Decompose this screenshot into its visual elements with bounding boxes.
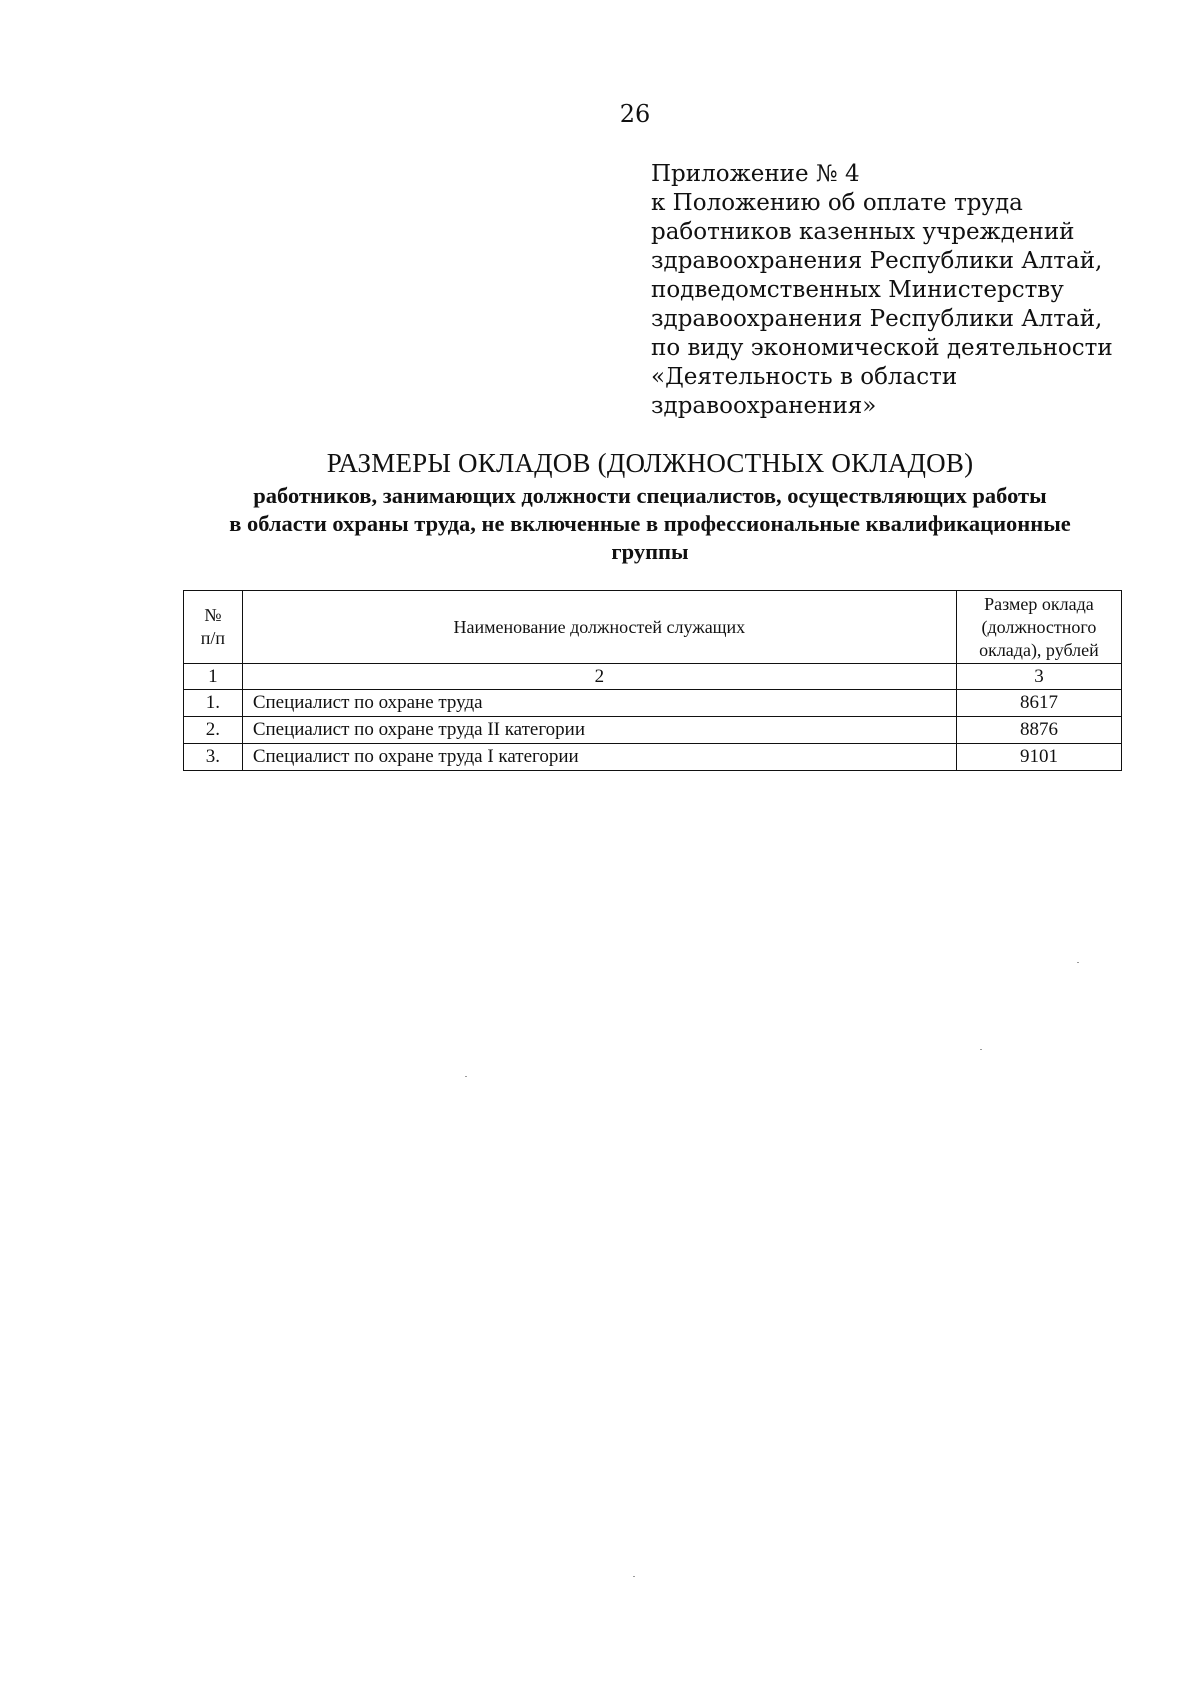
row-number: 2. [184, 717, 243, 744]
row-salary: 8876 [956, 717, 1121, 744]
scan-speck [633, 1576, 635, 1577]
header-number [184, 591, 243, 664]
appendix-line: к Положению об оплате труда [651, 190, 1023, 216]
table-header-row [184, 591, 1122, 664]
appendix-line: работников казенных учреждений [651, 219, 1075, 245]
scan-speck [465, 1076, 467, 1077]
subtitle-line: в области охраны труда, не включенные в профессиональные квалификационные [229, 511, 1071, 536]
row-number: 3. [184, 744, 243, 771]
row-position-name: Специалист по охране труда II категории [242, 717, 956, 744]
scan-speck [1077, 962, 1079, 963]
header-position-name: Наименование должностей служащих [242, 591, 956, 664]
header-size-line: Размер оклада [984, 593, 1094, 614]
header-number-line: п/п [200, 628, 226, 648]
column-index: 3 [956, 664, 1121, 690]
subtitle-line: группы [611, 539, 689, 564]
header-size-line: оклада), рублей [979, 639, 1099, 660]
table-row [184, 744, 1122, 771]
header-size-line: (должностного [981, 616, 1097, 637]
salary-table [183, 590, 1122, 771]
column-index: 1 [184, 664, 243, 690]
document-heading [180, 446, 1120, 566]
appendix-note [651, 160, 1171, 421]
scan-speck [980, 1049, 982, 1050]
appendix-line: Приложение № 4 [651, 161, 860, 187]
page-number: 26 [619, 100, 651, 128]
appendix-line: подведомственных Министерству [651, 277, 1064, 303]
row-salary: 8617 [956, 690, 1121, 717]
appendix-line: здравоохранения Республики Алтай, [651, 306, 1103, 332]
appendix-line: здравоохранения Республики Алтай, [651, 248, 1103, 274]
appendix-line: здравоохранения» [651, 393, 877, 419]
row-position-name: Специалист по охране труда [242, 690, 956, 717]
subtitle-line: работников, занимающих должности специалистов, осуществляющих работы [253, 483, 1047, 508]
table-row [184, 690, 1122, 717]
column-index-row [184, 664, 1122, 690]
row-salary: 9101 [956, 744, 1121, 771]
header-number-line: № [204, 605, 222, 625]
column-index: 2 [242, 664, 956, 690]
document-title: РАЗМЕРЫ ОКЛАДОВ (ДОЛЖНОСТНЫХ ОКЛАДОВ) [326, 448, 974, 478]
appendix-line: «Деятельность в области [651, 364, 958, 390]
document-subtitle [180, 482, 1120, 566]
row-number: 1. [184, 690, 243, 717]
table-row [184, 717, 1122, 744]
appendix-line: по виду экономической деятельности [651, 335, 1113, 361]
header-salary-size [956, 591, 1121, 664]
row-position-name: Специалист по охране труда I категории [242, 744, 956, 771]
